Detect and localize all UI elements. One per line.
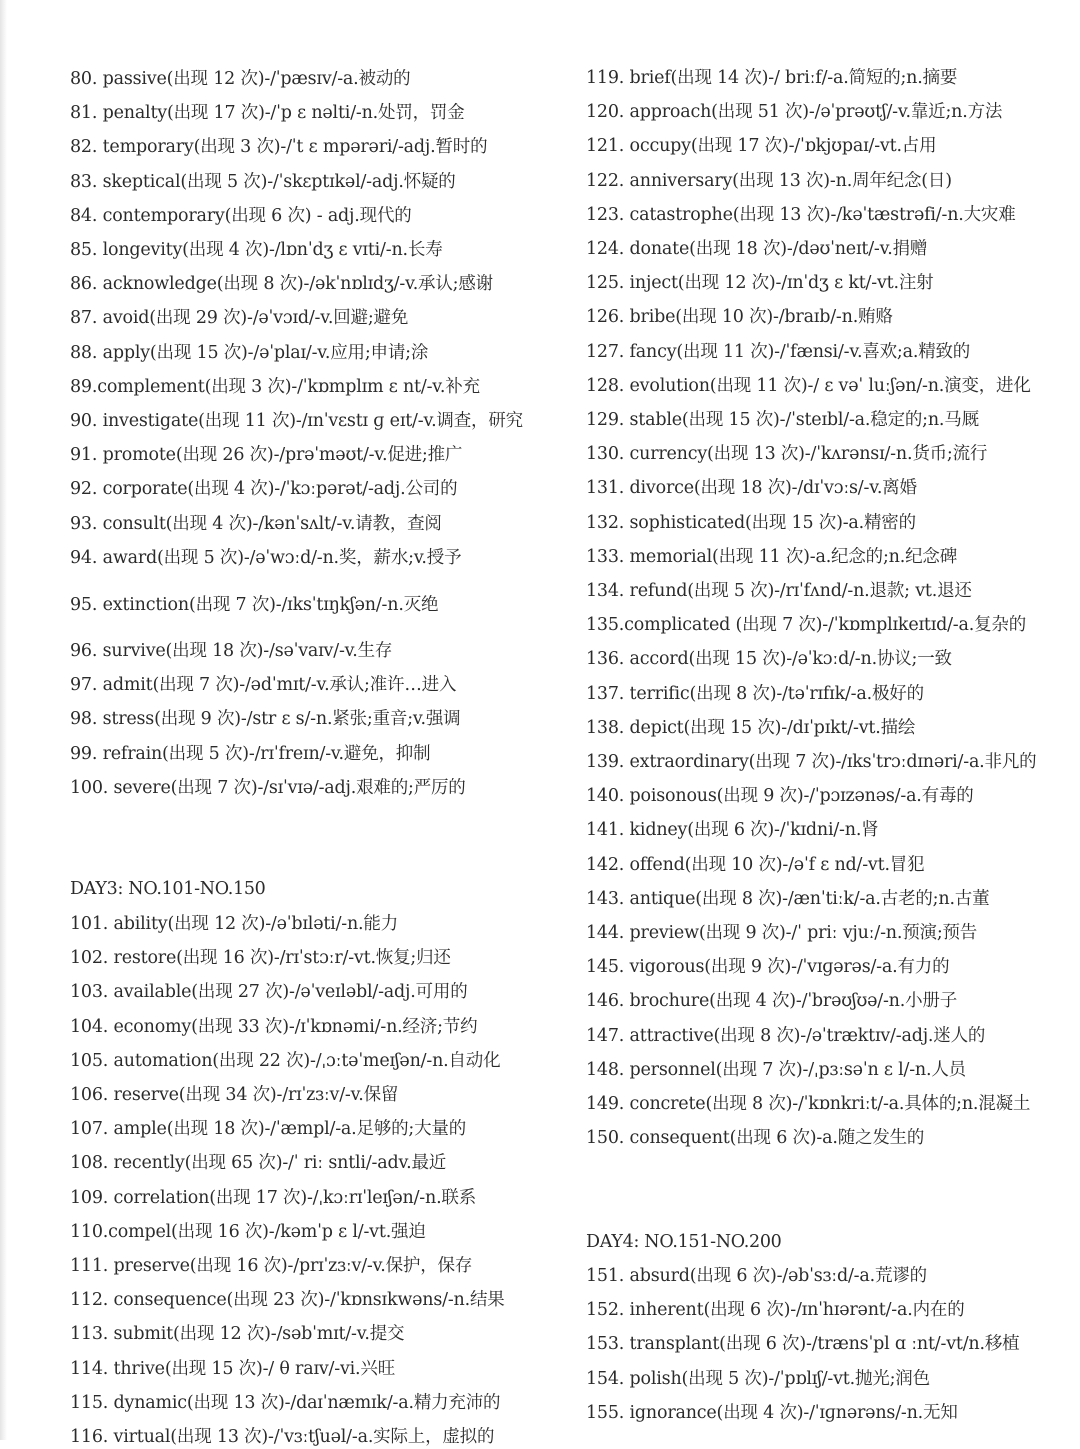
vocab-entry: 111. preserve(出现 16 次)-/prɪˈzɜːv/-v.保护，保存: [70, 1256, 473, 1276]
vocab-entry: 101. ability(出现 12 次)-/əˈbɪləti/-n.能力: [70, 914, 399, 934]
vocab-entry: 151. absurd(出现 6 次)-/əbˈsɜːd/-a.荒谬的: [586, 1266, 927, 1286]
vocab-entry: 140. poisonous(出现 9 次)-/ˈpɔɪzənəs/-a.有毒的: [586, 786, 974, 807]
vocab-entry: 149. concrete(出现 8 次)-/ˈkɒnkriːt/-a.具体的;n.混凝土: [586, 1094, 1031, 1114]
vocab-entry: 85. longevity(出现 4 次)-/lɒnˈdʒ ɛ vɪti/-n.长寿: [70, 240, 443, 260]
vocab-entry: 129. stable(出现 15 次)-/ˈsteɪbl/-a.稳定的;n.马厩: [586, 410, 979, 430]
vocab-entry: 100. severe(出现 7 次)-/sɪˈvɪə/-adj.艰难的;严厉的: [70, 777, 466, 798]
vocab-entry: 122. anniversary(出现 13 次)-n.周年纪念(日): [586, 170, 952, 191]
vocab-entry: 155. ignorance(出现 4 次)-/ˈɪɡnərəns/-n.无知: [586, 1402, 958, 1423]
vocab-entry: 139. extraordinary(出现 7 次)-/ɪksˈtrɔːdɪnəri/-a.非凡的: [586, 752, 1037, 772]
vocab-entry: 145. vigorous(出现 9 次)-/ˈvɪɡərəs/-a.有力的: [586, 957, 950, 978]
day-section-heading: DAY3: NO.101-NO.150: [70, 879, 266, 899]
vocab-entry: 91. promote(出现 26 次)-/prəˈməʊt/-v.促进;推广: [70, 445, 463, 466]
vocab-entry: 109. correlation(出现 17 次)-/ˌkɔːrɪˈleɪʃən/-n.联系: [70, 1187, 477, 1208]
vocab-entry: 108. recently(出现 65 次)-/ˈ riː sntli/-adv.最近: [70, 1153, 447, 1174]
vocab-entry: 95. extinction(出现 7 次)-/ɪksˈtɪŋkʃən/-n.灭绝: [70, 595, 439, 615]
vocab-entry: 105. automation(出现 22 次)-/ˌɔːtəˈmeɪʃən/-n.自动化: [70, 1050, 501, 1071]
vocab-entry: 136. accord(出现 15 次)-/əˈkɔːd/-n.协议;一致: [586, 649, 952, 670]
vocab-entry: 132. sophisticated(出现 15 次)-a.精密的: [586, 512, 916, 533]
vocab-entry: 116. virtual(出现 13 次)-/ˈvɜːtʃuəl/-a.实际上，虚拟的: [70, 1427, 495, 1447]
vocab-entry: 148. personnel(出现 7 次)-/ˌpɜːsəˈn ɛ l/-n.人员: [586, 1059, 966, 1080]
vocab-entry: 128. evolution(出现 11 次)-/ ɛ vəˈ luːʃən/-n.演变，进化: [586, 375, 1031, 396]
vocab-entry: 143. antique(出现 8 次)-/ænˈtiːk/-a.古老的;n.古董: [586, 888, 990, 909]
vocab-entry: 110.compel(出现 16 次)-/kəmˈp ɛ l/-vt.强迫: [70, 1221, 426, 1242]
vocab-entry: 93. consult(出现 4 次)-/kənˈsʌlt/-v.请教，查阅: [70, 513, 442, 534]
vocab-entry: 154. polish(出现 5 次)-/ˈpɒlɪʃ/-vt.抛光;润色: [586, 1368, 930, 1389]
vocab-entry: 113. submit(出现 12 次)-/səbˈmɪt/-v.提交: [70, 1324, 405, 1345]
vocab-entry: 147. attractive(出现 8 次)-/əˈtræktɪv/-adj.迷人的: [586, 1025, 986, 1046]
vocab-entry: 80. passive(出现 12 次)-/ˈpæsɪv/-a.被动的: [70, 69, 411, 89]
vocab-entry: 123. catastrophe(出现 13 次)-/kəˈtæstrəfi/-n.大灾难: [586, 204, 1016, 225]
vocab-entry: 94. award(出现 5 次)-/əˈwɔːd/-n.奖，薪水;v.授予: [70, 547, 462, 568]
vocab-entry: 141. kidney(出现 6 次)-/ˈkɪdni/-n.肾: [586, 820, 879, 841]
vocab-entry: 102. restore(出现 16 次)-/rɪˈstɔːr/-vt.恢复;归还: [70, 948, 451, 969]
vocab-entry: 115. dynamic(出现 13 次)-/daɪˈnæmɪk/-a.精力充沛的: [70, 1392, 501, 1413]
vocab-entry: 90. investigate(出现 11 次)-/ɪnˈvɛstɪ ɡ eɪt/-v.调查，研究: [70, 411, 523, 431]
vocab-entry: 121. occupy(出现 17 次)-/ˈɒkjʊpaɪ/-vt.占用: [586, 136, 937, 157]
vocab-entry: 92. corporate(出现 4 次)-/ˈkɔːpərət/-adj.公司的: [70, 479, 458, 500]
vocab-entry: 107. ample(出现 18 次)-/ˈæmpl/-a.足够的;大量的: [70, 1119, 467, 1140]
vocab-entry: 152. inherent(出现 6 次)-/ɪnˈhɪərənt/-a.内在的: [586, 1300, 965, 1321]
vocab-entry: 103. available(出现 27 次)-/əˈveɪləbl/-adj.可用的: [70, 982, 468, 1003]
vocab-entry: 120. approach(出现 51 次)-/əˈprəʊtʃ/-v.靠近;n.方法: [586, 102, 1003, 123]
vocab-entry: 125. inject(出现 12 次)-/ɪnˈdʒ ɛ kt/-vt.注射: [586, 273, 934, 294]
vocab-entry: 83. skeptical(出现 5 次)-/ˈskɛptɪkəl/-adj.怀疑的: [70, 171, 456, 192]
vocab-entry: 88. apply(出现 15 次)-/əˈplaɪ/-v.应用;申请;涂: [70, 342, 429, 363]
vocab-entry: 87. avoid(出现 29 次)-/əˈvɔɪd/-v.回避;避免: [70, 308, 409, 329]
vocab-entry: 150. consequent(出现 6 次)-a.随之发生的: [586, 1128, 925, 1149]
vocab-entry: 98. stress(出现 9 次)-/str ɛ s/-n.紧张;重音;v.强调: [70, 709, 461, 730]
vocab-entry: 114. thrive(出现 15 次)-/ θ raɪv/-vi.兴旺: [70, 1358, 395, 1379]
vocab-entry: 146. brochure(出现 4 次)-/ˈbrəʊʃʊə/-n.小册子: [586, 991, 958, 1012]
vocab-entry: 97. admit(出现 7 次)-/ədˈmɪt/-v.承认;准许…进入: [70, 675, 457, 696]
vocab-entry: 106. reserve(出现 34 次)-/rɪˈzɜːv/-v.保留: [70, 1085, 399, 1105]
vocab-entry: 99. refrain(出现 5 次)-/rɪˈfreɪn/-v.避免，抑制: [70, 743, 431, 764]
vocab-entry: 153. transplant(出现 6 次)-/trænsˈpl ɑ ːnt/-vt/n.移植: [586, 1334, 1020, 1355]
vocab-entry: 133. memorial(出现 11 次)-a.纪念的;n.纪念碑: [586, 546, 957, 567]
vocab-entry: 112. consequence(出现 23 次)-/ˈkɒnsɪkwəns/-n.结果: [70, 1290, 505, 1311]
vocab-entry: 137. terrific(出现 8 次)-/təˈrɪfɪk/-a.极好的: [586, 683, 924, 704]
vocab-entry: 144. preview(出现 9 次)-/ˈ priː vjuː/-n.预演;预告: [586, 923, 978, 943]
vocab-entry: 96. survive(出现 18 次)-/səˈvaɪv/-v.生存: [70, 641, 393, 661]
vocab-entry: 124. donate(出现 18 次)-/dəʊˈneɪt/-v.捐赠: [586, 239, 928, 259]
vocab-entry: 142. offend(出现 10 次)-/əˈf ɛ nd/-vt.冒犯: [586, 854, 925, 875]
vocab-entry: 131. divorce(出现 18 次)-/dɪˈvɔːs/-v.离婚: [586, 478, 917, 499]
vocab-entry: 86. acknowledge(出现 8 次)-/əkˈnɒlɪdʒ/-v.承认;感谢: [70, 274, 493, 295]
vocab-entry: 119. brief(出现 14 次)-/ briːf/-a.简短的;n.摘要: [586, 68, 958, 88]
vocab-entry: 127. fancy(出现 11 次)-/ˈfænsi/-v.喜欢;a.精致的: [586, 341, 971, 362]
vocab-entry: 82. temporary(出现 3 次)-/ˈt ɛ mpərəri/-adj.暂时的: [70, 137, 488, 158]
day-section-heading: DAY4: NO.151-NO.200: [586, 1232, 782, 1252]
vocab-entry: 134. refund(出现 5 次)-/rɪˈfʌnd/-n.退款; vt.退还: [586, 581, 972, 601]
vocab-entry: 138. depict(出现 15 次)-/dɪˈpɪkt/-vt.描绘: [586, 717, 916, 738]
vocab-entry: 126. bribe(出现 10 次)-/braɪb/-n.贿赂: [586, 307, 893, 328]
vocab-entry: 130. currency(出现 13 次)-/ˈkʌrənsɪ/-n.货币;流行: [586, 444, 988, 465]
vocab-entry: 81. penalty(出现 17 次)-/ˈp ɛ nəlti/-n.处罚，罚金: [70, 103, 465, 124]
vocab-entry: 135.complicated (出现 7 次)-/ˈkɒmplɪkeɪtɪd/-a.复杂的: [586, 615, 1027, 636]
vocab-entry: 104. economy(出现 33 次)-/ɪˈkɒnəmi/-n.经济;节约: [70, 1016, 478, 1037]
vocab-entry: 89.complement(出现 3 次)-/ˈkɒmplɪm ɛ nt/-v.补充: [70, 376, 480, 397]
page-edge-shadow: [0, 0, 7, 1440]
vocab-entry: 84. contemporary(出现 6 次) - adj.现代的: [70, 205, 412, 226]
